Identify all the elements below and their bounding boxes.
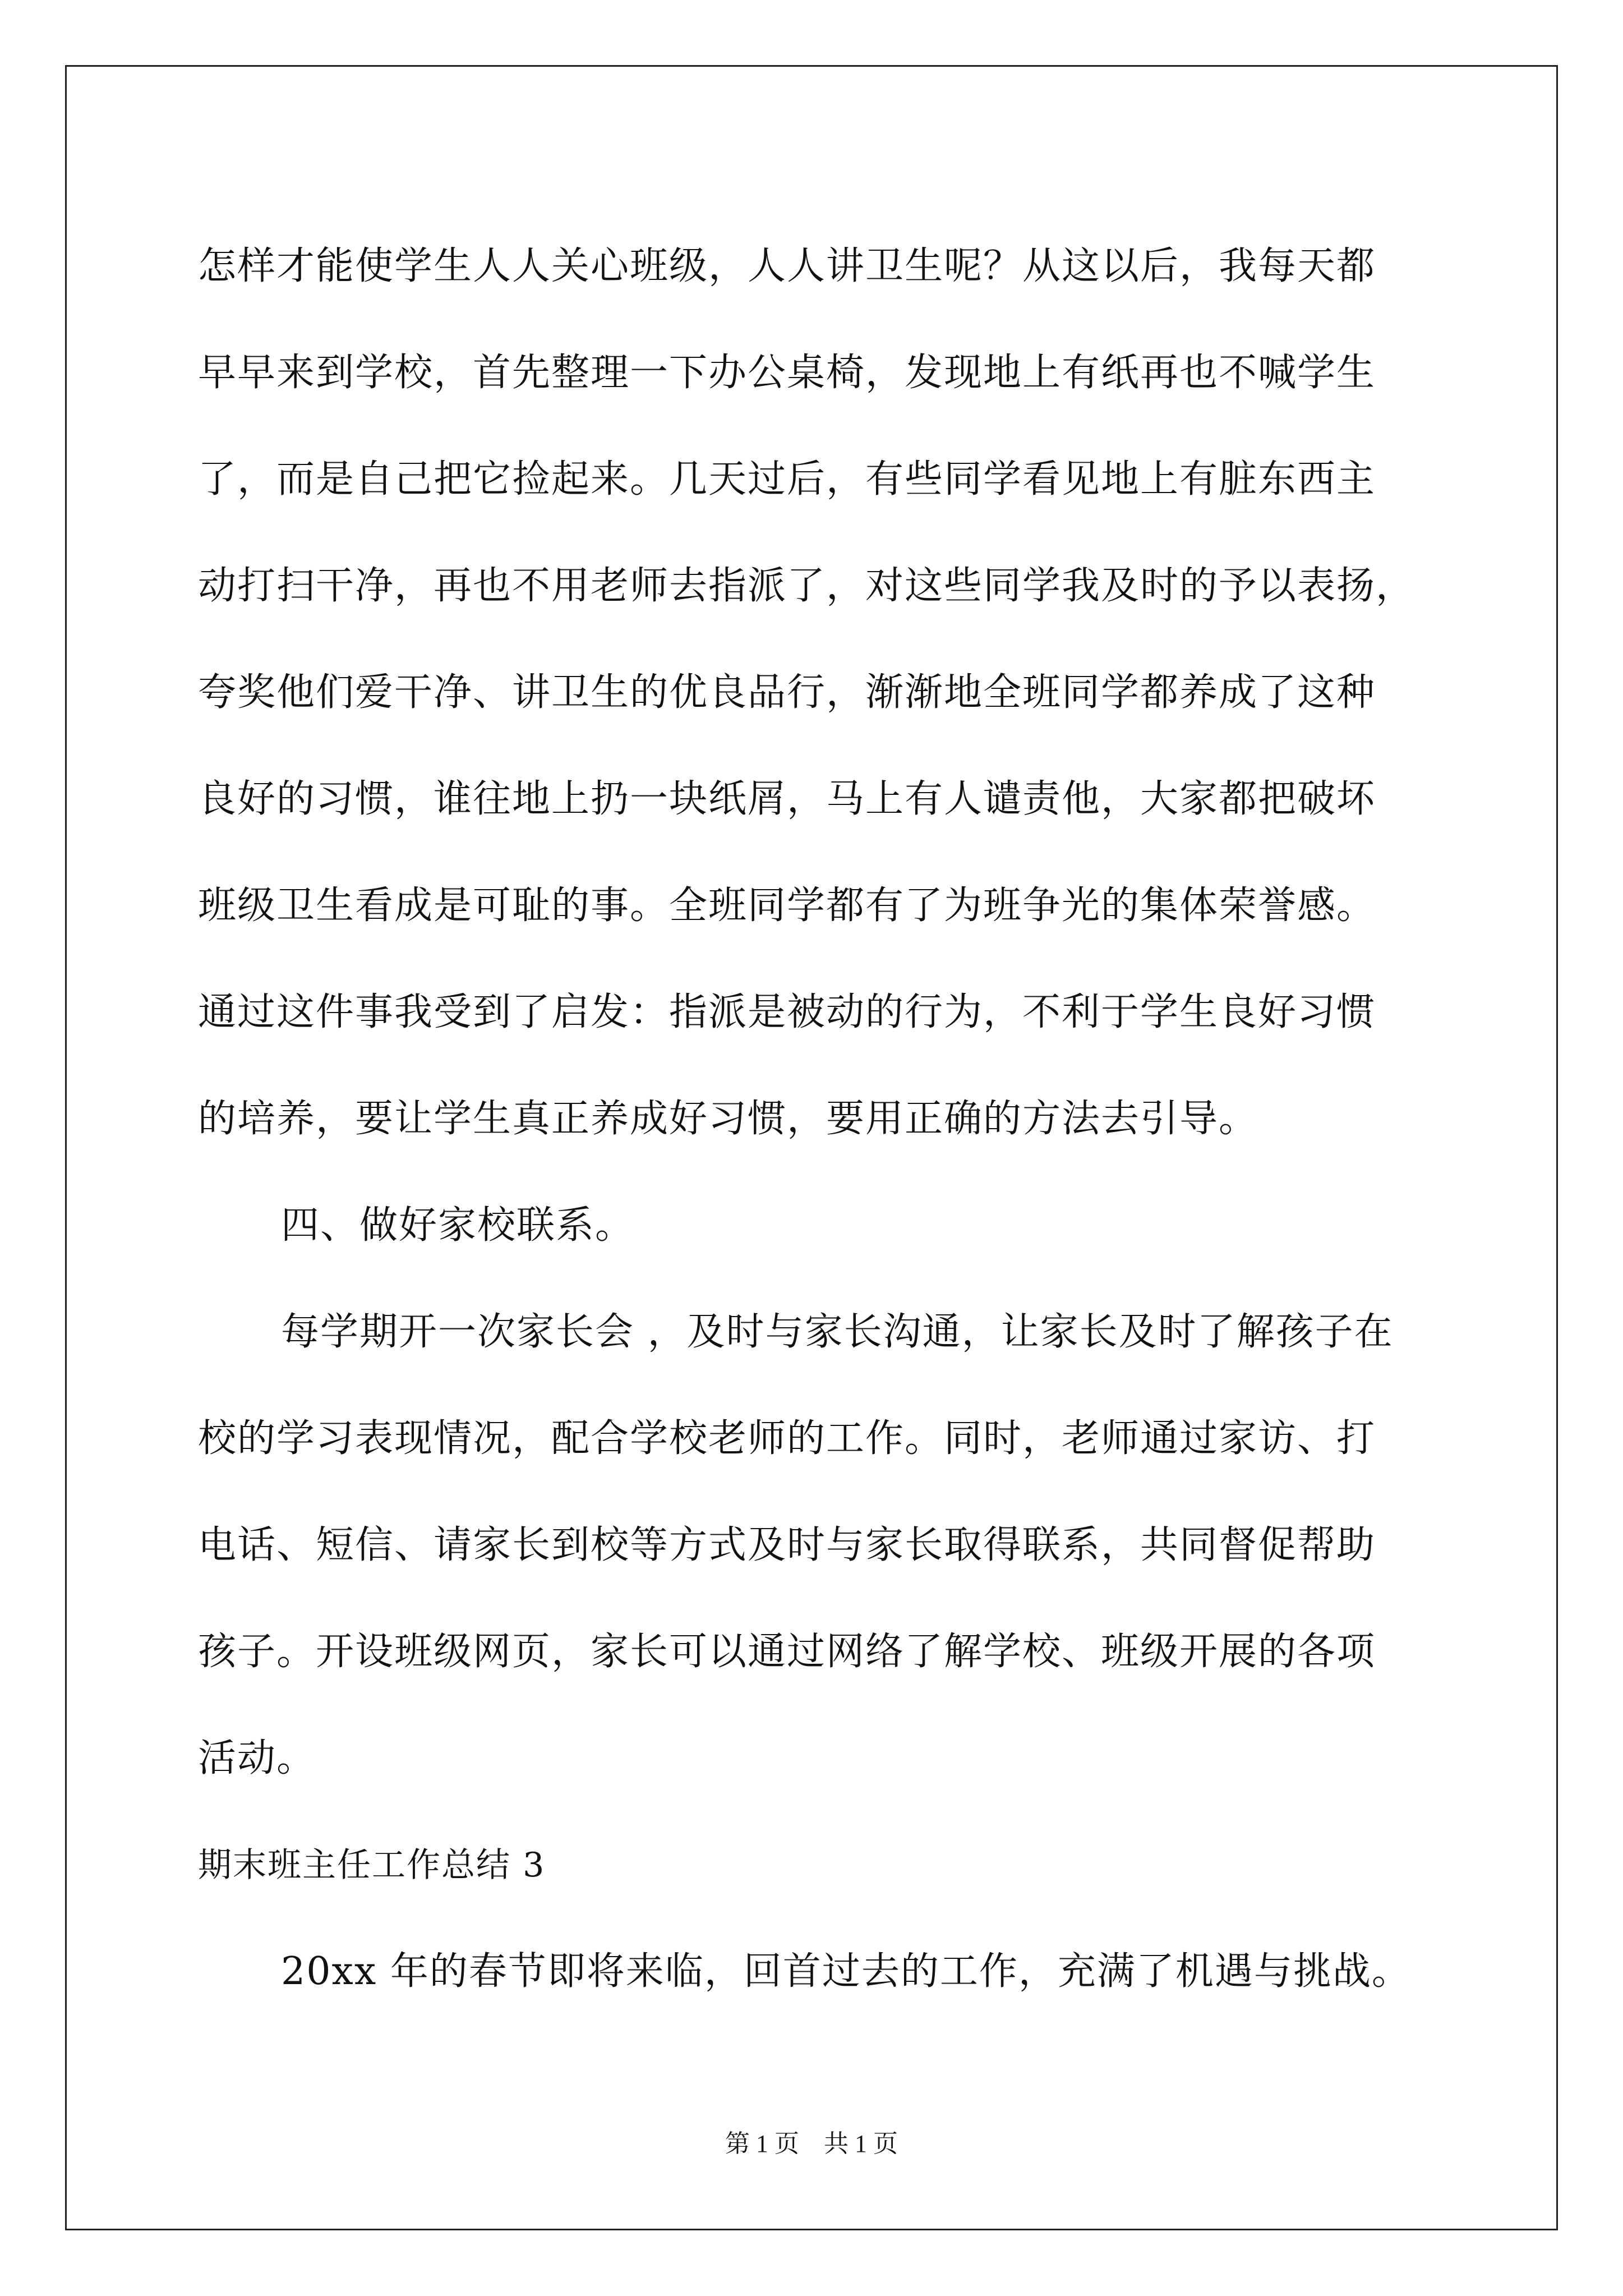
paragraph-line: 了，而是自己把它捡起来。几天过后，有些同学看见地上有脏东西主 (198, 457, 1376, 501)
paragraph-line: 活动。 (198, 1736, 316, 1780)
paragraph-line: 电话、短信、请家长到校等方式及时与家长取得联系，共同督促帮助 (198, 1523, 1376, 1567)
paragraph-line: 早早来到学校，首先整理一下办公桌椅，发现地上有纸再也不喊学生 (198, 351, 1376, 395)
paragraph-line: 良好的习惯，谁往地上扔一块纸屑，马上有人谴责他，大家都把破坏 (198, 777, 1376, 821)
paragraph-line: 夸奖他们爱干净、讲卫生的优良品行，渐渐地全班同学都养成了这种 (198, 670, 1376, 715)
section-heading: 四、做好家校联系。 (281, 1203, 635, 1248)
paragraph-line: 20xx 年的春节即将来临，回首过去的工作，充满了机遇与挑战。 (281, 1949, 1411, 1994)
paragraph-line: 班级卫生看成是可耻的事。全班同学都有了为班争光的集体荣誉感。 (198, 884, 1376, 928)
paragraph-line: 孩子。开设班级网页，家长可以通过网络了解学校、班级开展的各项 (198, 1630, 1376, 1674)
paragraph-line: 每学期开一次家长会 ，及时与家长沟通，让家长及时了解孩子在 (281, 1310, 1394, 1354)
document-heading: 期末班主任工作总结 3 (198, 1846, 546, 1885)
paragraph-line: 的培养，要让学生真正养成好习惯，要用正确的方法去引导。 (198, 1097, 1258, 1141)
paragraph-line: 校的学习表现情况，配合学校老师的工作。同时，老师通过家访、打 (198, 1416, 1376, 1461)
paragraph-line: 通过这件事我受到了启发：指派是被动的行为，不利于学生良好习惯 (198, 990, 1376, 1034)
paragraph-line: 动打扫干净，再也不用老师去指派了，对这些同学我及时的予以表扬， (198, 564, 1415, 608)
document-body (198, 213, 1437, 2025)
paragraph-line: 怎样才能使学生人人关心班级，人人讲卫生呢？从这以后，我每天都 (198, 244, 1376, 288)
page-footer: 第 1 页 共 1 页 (725, 2130, 898, 2157)
